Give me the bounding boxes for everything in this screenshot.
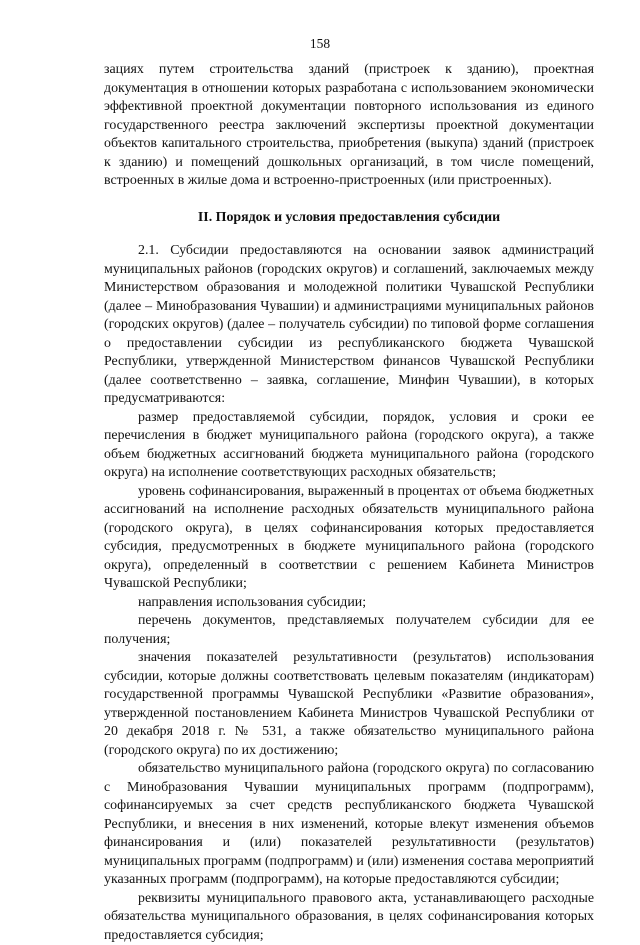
paragraph-usage-directions: направления использования субсидии; <box>104 594 594 613</box>
page-number: 158 <box>0 35 640 53</box>
paragraph-program-obligation: обязательство муниципального района (городского округа) по согласованию с Минобразования Чувашии муниципальных программ (подпрограмм), софинансируемых за счет средств республиканского бюджета Чувашской Республики, и внесения в них изменений, которые влекут изменения объемов финансирования и (или) показателей результативности (результатов) муниципальных программ (подпрограмм) и (или) изменения состава мероприятий указанных программ (подпрограмм), на которые предоставляются субсидии; <box>104 760 594 890</box>
intro-paragraph: зациях путем строительства зданий (пристроек к зданию), проектная документация в отношении которых разработана с использованием экономически эффективной проектной документации повторного использования из единого государственного реестра заключений экспертизы проектной документации объектов капитального строительства, приобретения (выкупа) зданий (пристроек к зданию) и помещений дошкольных организаций, в том числе помещений, встроенных в жилые дома и встроенно-пристроенных (или пристроенных). <box>104 61 594 191</box>
paragraph-2-1: 2.1. Субсидии предоставляются на основании заявок администраций муниципальных районов (городских округов) и соглашений, заключаемых между Министерством образования и молодежной политики Чувашской Республики (далее – Минобразования Чувашии) и администрациями муниципальных районов (городских округов) (далее – получатель субсидии) по типовой форме соглашения о предоставлении субсидии из республиканского бюджета Чувашской Республики, утвержденной Министерством финансов Чувашской Республики (далее соответственно – заявка, соглашение, Минфин Чувашии), в которых предусматриваются: <box>104 242 594 409</box>
paragraph-subsidy-size: размер предоставляемой субсидии, порядок, условия и сроки ее перечисления в бюджет муниципального района (городского округа), а также объем бюджетных ассигнований бюджета муниципального района (городского округа) на исполнение соответствующих расходных обязательств; <box>104 409 594 483</box>
section-heading: II. Порядок и условия предоставления субсидии <box>104 209 594 228</box>
paragraph-legal-act-details: реквизиты муниципального правового акта, устанавливающего расходные обязательства муниципального образования, в целях софинансирования которых предоставляется субсидия; <box>104 890 594 945</box>
paragraph-documents-list: перечень документов, представляемых получателем субсидии для ее получения; <box>104 612 594 649</box>
paragraph-performance-indicators: значения показателей результативности (результатов) использования субсидии, которые должны соответствовать целевым показателям (индикаторам) государственной программы Чувашской Республики «Развитие образования», утвержденной постановлением Кабинета Министров Чувашской Республики от 20 декабря 2018 г. № 531, а также обязательство муниципального района (городского округа) по их достижению; <box>104 649 594 760</box>
page-content <box>104 61 594 945</box>
paragraph-cofinancing-level: уровень софинансирования, выраженный в процентах от объема бюджетных ассигнований на исполнение расходных обязательств муниципального района (городского округа), в целях софинансирования которых предоставляется субсидия, предусмотренных в бюджете муниципального района (городского округа), определенный в соответствии с решением Кабинета Министров Чувашской Республики; <box>104 483 594 594</box>
